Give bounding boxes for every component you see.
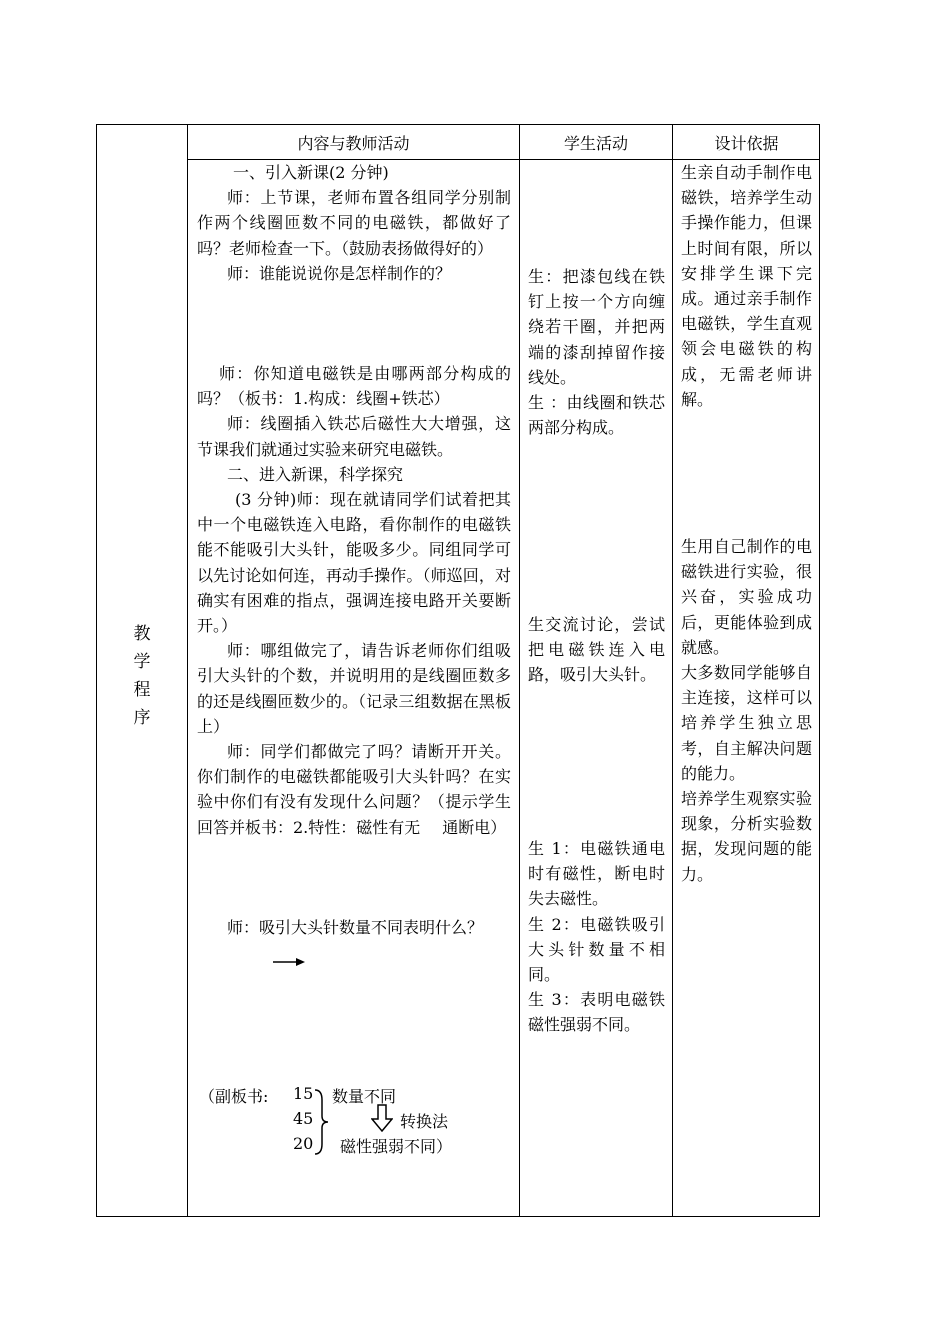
secondary-board-prefix: （副板书: — [199, 1087, 269, 1106]
design-paragraph: 生用自己制作的电磁铁进行实验，很兴奋，实验成功后，更能体验到成就感。 — [681, 537, 812, 657]
design-paragraph: 大多数同学能够自主连接，这样可以培养学生独立思考，自主解决问题的能力。 — [681, 663, 812, 783]
teacher-paragraph-text: 师：同学们都做完了吗？请断开开关。你们制作的电磁铁都能吸引大头针吗？在实验中你们有没有发现什么问题？（提示学生回答并板书：2.特性：磁性有无 — [197, 742, 511, 837]
side-char: 学 — [133, 652, 151, 672]
student-activity-column — [528, 612, 665, 688]
pin-count-1: 15 — [293, 1084, 314, 1103]
design-basis-column — [681, 534, 812, 887]
board-quantity-different: 数量不同 — [332, 1087, 397, 1106]
board-magnetism-different: 磁性强弱不同） — [340, 1137, 453, 1156]
teacher-paragraph: 师：你知道电磁铁是由哪两部分构成的吗？（板书：1.构成：线圈+铁芯） — [197, 364, 511, 409]
board-note-end: 通断电） — [442, 817, 507, 837]
design-paragraph: 生亲自动手制作电磁铁，培养学生动手操作能力，但课上时间有限，所以安排学生课下完成。通过亲手制作电磁铁，学生直观领会电磁铁的构成，无需老师讲解。 — [681, 163, 812, 409]
teacher-paragraph: (3 分钟)师：现在就请同学们试着把其中一个电磁铁连入电路，看你制作的电磁铁能不能吸引大头针，能吸多少。同组同学可以先讨论如何连，再动手操作。（师巡回，对确实有困难的指点，强调连接电路开关要断开。） — [197, 490, 511, 636]
teacher-paragraph — [197, 739, 511, 840]
header-student-activity: 学生活动 — [563, 133, 628, 153]
student-paragraph: 生交流讨论，尝试 把电磁铁连入电路，吸引大头针。 — [528, 615, 665, 685]
teacher-paragraph: 师：吸引大头针数量不同表明什么？ — [227, 917, 484, 937]
teacher-paragraph: 师：谁能说说你是怎样制作的？ — [227, 263, 452, 283]
student-paragraph: 生 2：电磁铁吸引大头针数量不相同。 — [528, 914, 665, 985]
design-basis-column — [681, 160, 812, 412]
student-activity-column — [528, 836, 665, 1038]
side-char: 教 — [133, 624, 151, 644]
header-design-basis: 设计依据 — [714, 133, 779, 153]
board-conversion-method: 转换法 — [400, 1112, 449, 1131]
student-paragraph: 生：把漆包线在铁钉上按一个方向缠绕若干圈，并把两端的漆刮掉留作接线处。 — [528, 267, 665, 387]
side-label-teaching-procedure — [96, 620, 188, 732]
student-paragraph: 生 3：表明电磁铁磁性强弱不同。 — [528, 990, 665, 1035]
teacher-paragraph: 师：上节课，老师布置各组同学分别制作两个线圈匝数不同的电磁铁，都做好了吗？老师检查一下。（鼓励表扬做得好的） — [197, 188, 511, 258]
header-content-teacher: 内容与教师活动 — [297, 133, 410, 153]
student-activity-column — [528, 264, 665, 440]
column-divider — [672, 124, 673, 1217]
column-divider — [519, 124, 520, 1217]
side-char: 序 — [133, 708, 151, 728]
student-paragraph: 生 ：由线圈和铁芯两部分构成。 — [528, 393, 665, 438]
student-paragraph: 生 1：电磁铁通电时有磁性，断电时失去磁性。 — [528, 839, 665, 909]
pin-count-3: 20 — [293, 1134, 314, 1153]
design-paragraph: 培养学生观察实验现象，分析实验数据，发现问题的能力。 — [681, 789, 812, 884]
teacher-paragraph: 师：哪组做完了，请告诉老师你们组吸引大头针的个数，并说明用的是线圈匝数多的还是线圈匝数少的。（记录三组数据在黑板上） — [197, 641, 511, 736]
section-intro-heading: 一、引入新课(2 分钟) — [233, 163, 389, 182]
right-arrow-icon — [272, 956, 306, 968]
down-hollow-arrow-icon — [371, 1104, 393, 1132]
teacher-activity-column — [197, 160, 511, 940]
teacher-paragraph: 师：线圈插入铁芯后磁性大大增强，这节课我们就通过实验来研究电磁铁。 — [197, 414, 511, 459]
pin-count-2: 45 — [293, 1109, 314, 1128]
section-inquiry-heading: 二、进入新课，科学探究 — [227, 464, 404, 484]
right-brace-icon — [313, 1088, 331, 1156]
side-char: 程 — [133, 680, 151, 700]
